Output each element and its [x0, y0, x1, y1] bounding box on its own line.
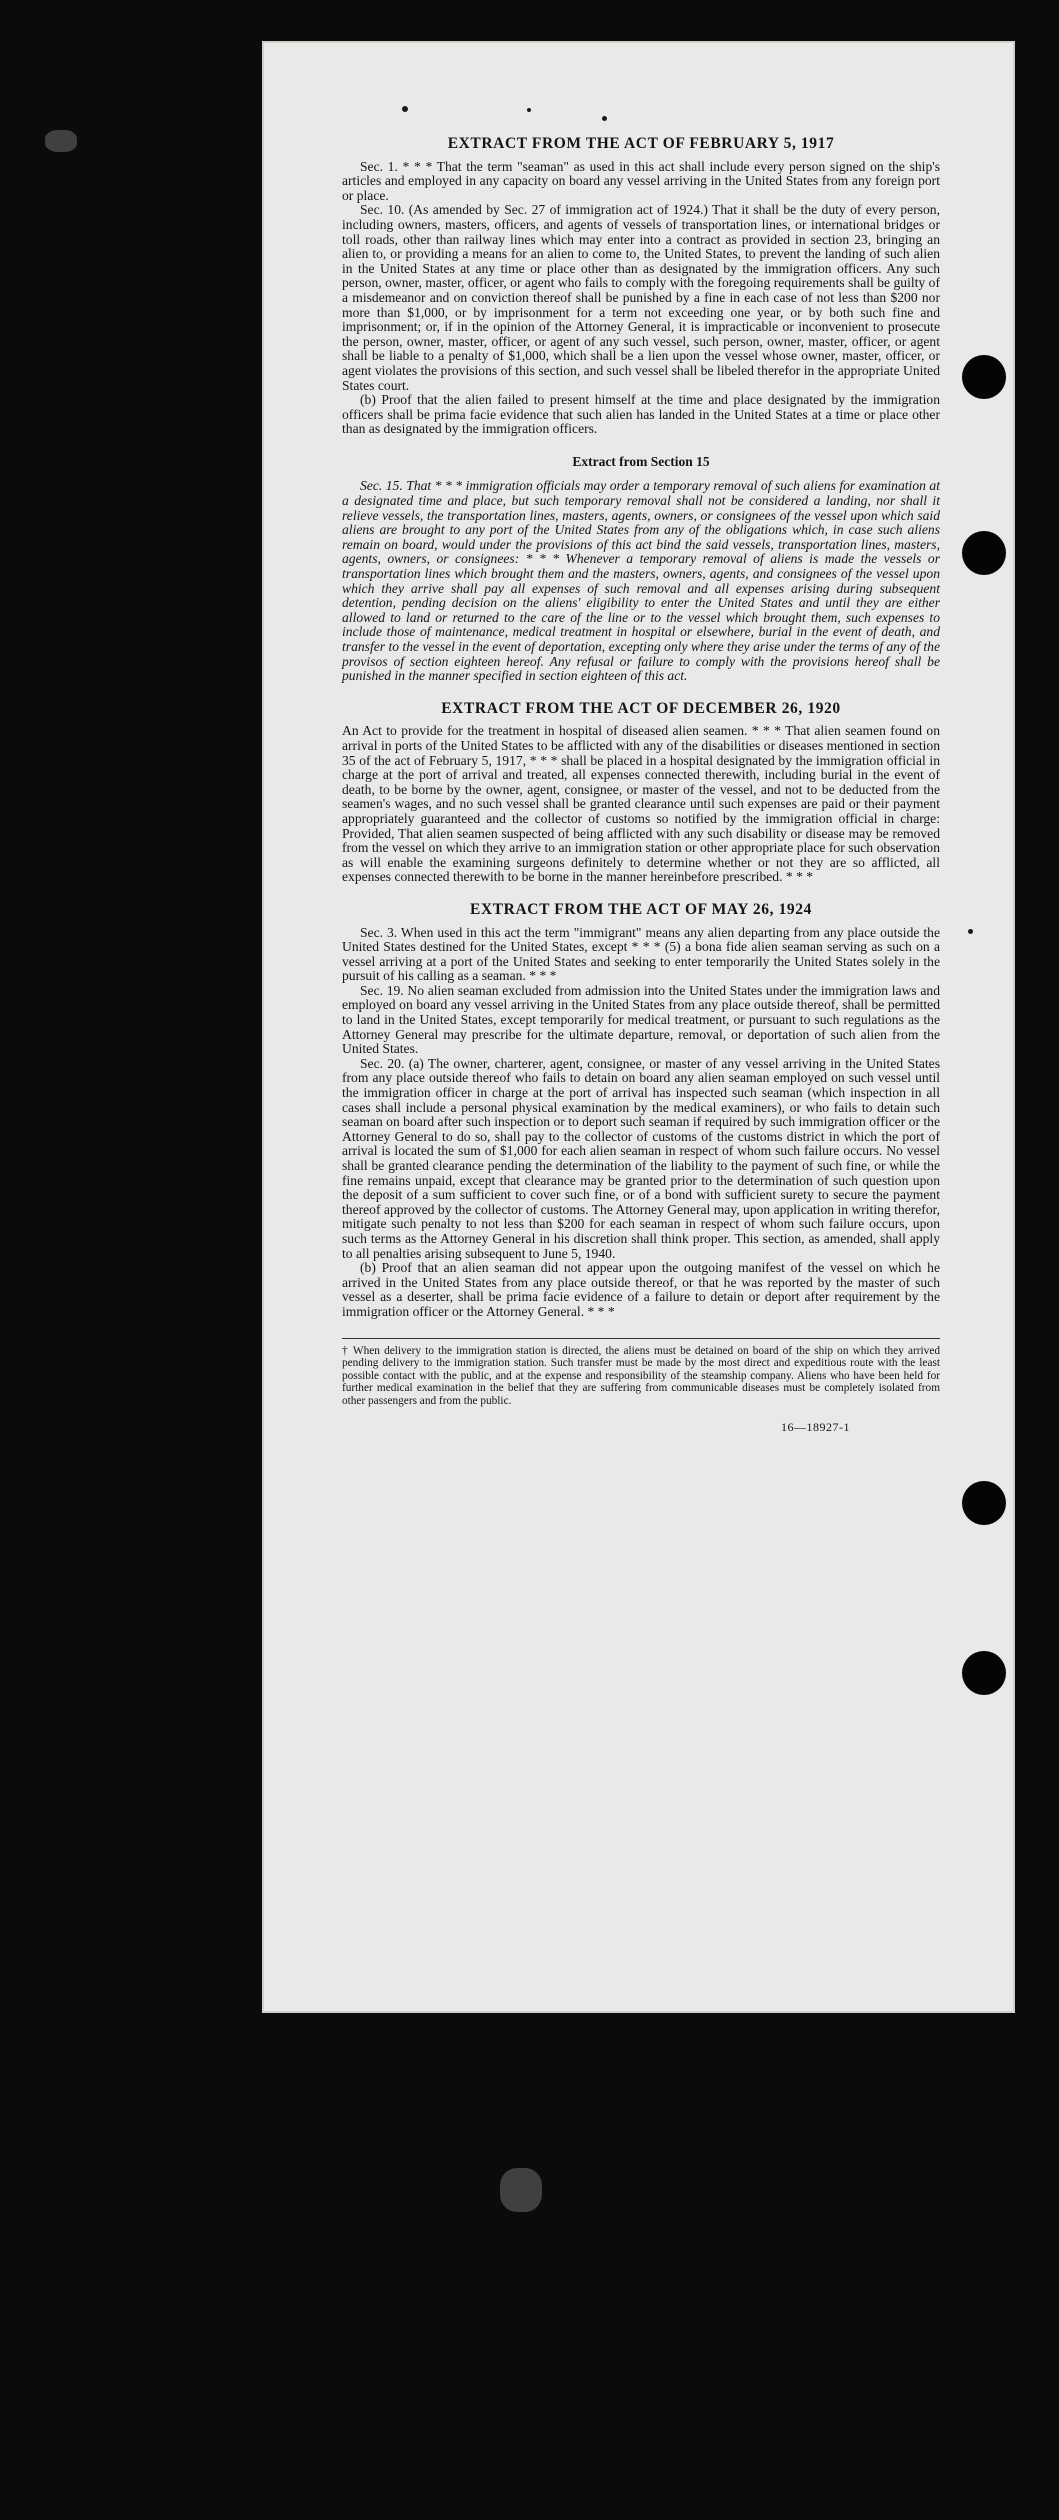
document-page [262, 41, 1015, 2013]
paragraph: Sec. 1. * * * That the term "seaman" as used in this act shall include every person signed on the ship's articles and employed in any capacity on board any vessel arriving in the United States from any foreign port or place. [342, 158, 940, 203]
speck [602, 116, 607, 121]
punch-hole [962, 1481, 1006, 1525]
paragraph: (b) Proof that the alien failed to present himself at the time and place designated by the immigration officers shall be prima facie evidence that such alien has landed in the United States at a time or place other than as designated by the immigration officers. [342, 392, 940, 437]
section-act-dec-1920 [342, 699, 940, 885]
paragraph: Sec. 3. When used in this act the term "immigrant" means any alien departing from any place outside the United States destined for the United States, except * * * (5) a bona fide alien seaman serving as such on a vessel arriving at a port of the United States and seeking to enter temporarily the United States solely in the pursuit of his calling as a seaman. * * * [342, 924, 940, 984]
punch-hole [962, 355, 1006, 399]
scan-mark [45, 130, 77, 152]
scan-mark [500, 2168, 542, 2212]
section-extract-15 [342, 455, 940, 684]
section-act-may-1924 [342, 900, 940, 1320]
paragraph: Sec. 10. (As amended by Sec. 27 of immigration act of 1924.) That it shall be the duty of every person, including owners, masters, officers, and agents of vessels of transportation lines, or international bridges or toll roads, other than railway lines which may enter into a contract as provided in section 23, bringing an alien to, or providing a means for an alien to come to, the United States, to prevent the landing of such alien in the United States at any time or place other than as designated by the immigration officers. Any such person, owner, master, officer, or agent who fails to comply with the foregoing requirements shall be guilty of a misdemeanor and on conviction thereof shall be punished by a fine in each case of not less than $200 nor more than $1,000, or by imprisonment for a term not exceeding one year, or by both such fine and imprisonment; or, if in the opinion of the Attorney General, it is impracticable or inconvenient to prosecute the person, owner, master, officer, or agent of any such vessel, such person, owner, master, officer, or agent shall be liable to a penalty of $1,000, which shall be a lien upon the vessel whose owner, master, officer, or agent violates the provisions of this section, and such vessel shall be libeled therefor in the appropriate United States court. [342, 202, 940, 393]
paragraph: Sec. 15. That * * * immigration officials may order a temporary removal of such aliens for examination at a designated time and place, but such temporary removal shall not be considered a landing, nor shall it relieve vessels, the transportation lines, masters, agents, owners, or consignees of the vessel upon which said aliens are brought to any port of the United States from any of the obligations which, in case such aliens remain on board, would under the provisions of this act bind the said vessels, transportation lines, masters, agents, owners, or consignees: * * * Whenever a temporary removal of aliens is made the vessels or transportation lines which brought them and the masters, owners, agents, and consignees of the vessel upon which they arrive shall pay all expenses of such removal and all expenses arising during subsequent detention, pending decision on the aliens' eligibility to enter the United States and until they are either allowed to land or returned to the care of the line or to the vessel which brought them, such expenses to include those of maintenance, medical treatment in hospital or elsewhere, burial in the event of death, and transfer to the vessel in the event of deportation, excepting only where they arise under the terms of any of the provisos of section eighteen hereof. Any refusal or failure to comply with the provisions hereof shall be punished in the manner specified in section eighteen of this act. [342, 478, 940, 684]
speck [968, 929, 973, 934]
section-heading: Extract from Section 15 [572, 453, 710, 469]
document-body [342, 137, 940, 1434]
speck [527, 108, 531, 112]
print-code: 16—18927-1 [781, 1419, 850, 1434]
footnote: † When delivery to the immigration station is directed, the aliens must be detained on board of the ship on which they arrived pending delivery to the immigration station. Such transfer must be made by the most direct and expeditious route with the least possible contact with the public, and at the expense and responsibility of the steamship company. Aliens who have been held for further medical examination in the belief that they are suffering from communicable diseases must be completely isolated from other passengers and from the public. [342, 1338, 940, 1408]
section-heading: EXTRACT FROM THE ACT OF DECEMBER 26, 1920 [441, 699, 841, 717]
punch-hole [962, 531, 1006, 575]
speck [402, 106, 408, 112]
punch-hole [962, 1651, 1006, 1695]
paragraph: Sec. 20. (a) The owner, charterer, agent, consignee, or master of any vessel arriving in the United States from any place outside thereof who fails to detain on board any alien seaman employed on such vessel until the immigration officer in charge at the port of arrival has inspected such seaman (which inspection in all cases shall include a personal physical examination by the medical examiners), or who fails to detain such seaman on board after such inspection or to deport such seaman if required by such immigration officer or the Attorney General to do so, shall pay to the collector of customs of the customs district in which the port of arrival is located the sum of $1,000 for each alien seaman in respect of whom such failure occurs. No vessel shall be granted clearance pending the determination of the liability to the payment of such fine, or while the fine remains unpaid, except that clearance may be granted prior to the determination of such question upon the deposit of a sum sufficient to cover such fine, or of a bond with sufficient surety to secure the payment thereof approved by the collector of customs. The Attorney General may, upon application in writing therefor, mitigate such penalty to not less than $200 for each seaman in respect of whom such failure occurs, upon such terms as the Attorney General in his discretion shall think proper. This section, as amended, shall apply to all penalties arising subsequent to June 5, 1940. [342, 1055, 940, 1261]
paragraph: An Act to provide for the treatment in hospital of diseased alien seamen. * * * That alien seamen found on arrival in ports of the United States to be afflicted with any of the disabilities or diseases mentioned in section 35 of the act of February 5, 1917, * * * shall be placed in a hospital designated by the immigration official in charge at the port of arrival and treated, all expenses connected therewith, including burial in the event of death, to be borne by the owner, agent, consignee, or master of the vessel, and not to be deducted from the seamen's wages, and no such vessel shall be granted clearance until such expenses are paid or their payment appropriately guaranteed and the collector of customs so notified by the immigration official in charge: Provided, That alien seamen suspected of being afflicted with any such disability or disease may be removed from the vessel on which they arrive to an immigration station or other appropriate place for such observation as will enable the examining surgeons definitely to determine whether or not they are so afflicted, all expenses connected therewith to be borne in the manner hereinbefore prescribed. * * * [342, 723, 940, 885]
section-heading: EXTRACT FROM THE ACT OF FEBRUARY 5, 1917 [447, 135, 835, 152]
paragraph: (b) Proof that an alien seaman did not appear upon the outgoing manifest of the vessel on which he arrived in the United States from any place outside thereof, or that he was reported by the master of such vessel as a deserter, shall be prima facie evidence of a failure to detain or deport after requirement by the immigration officer or the Attorney General. * * * [342, 1260, 940, 1319]
section-act-feb-1917 [342, 137, 940, 437]
section-heading: EXTRACT FROM THE ACT OF MAY 26, 1924 [470, 900, 812, 918]
paragraph: Sec. 19. No alien seaman excluded from admission into the United States under the immigration laws and employed on board any vessel arriving in the United States from any place outside thereof, shall be permitted to land in the United States, except temporarily for medical treatment, or pursuant to such regulations as the Attorney General may prescribe for the ultimate departure, removal, or deportation of such alien from the United States. [342, 982, 940, 1057]
